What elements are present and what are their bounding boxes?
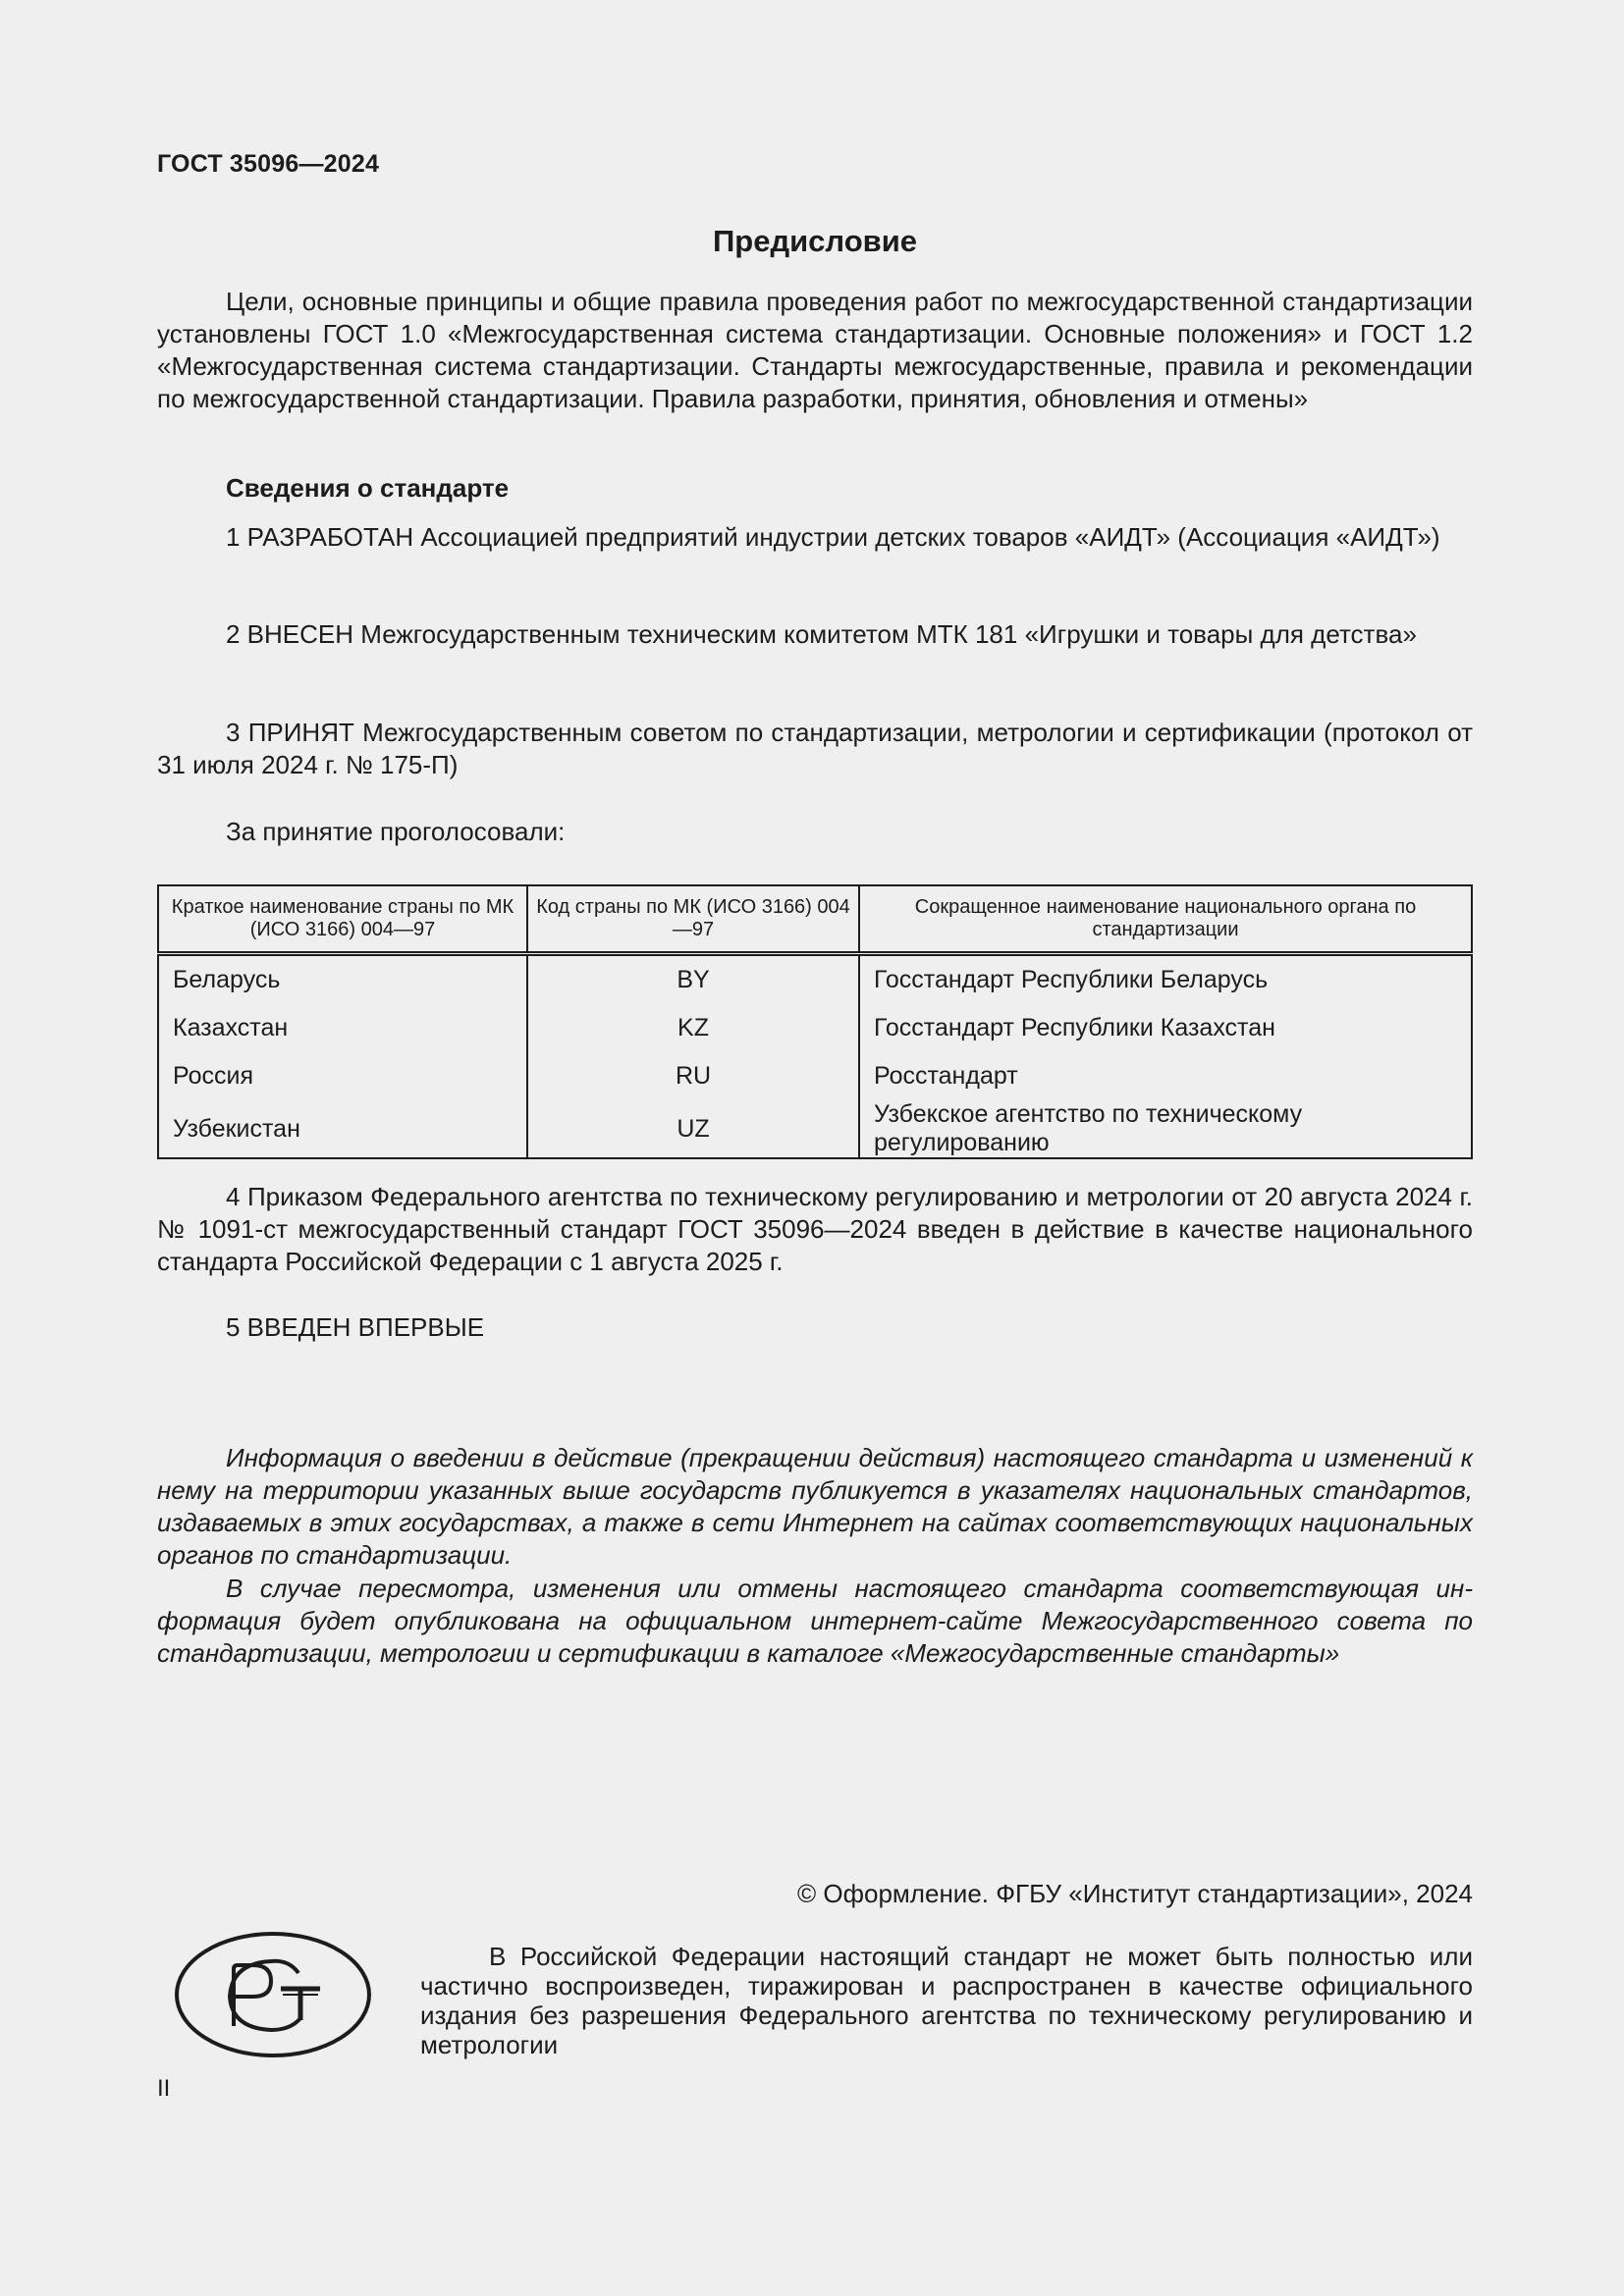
table-header-body: Сокращенное наименование национального органа по стандартизации: [859, 885, 1472, 954]
cell-code: BY: [527, 954, 859, 1005]
notice-paragraph-2: В случае пересмотра, изменения или отмены настоящего стандарта соответствующая информация будет опубликована на официальном интернет-сайте Межгосударственного совета по стандартизации, метрологии и сертификации в каталоге «Межгосударственные стандарты»: [157, 1574, 1473, 1668]
cell-body: Госстандарт Республики Казахстан: [859, 1004, 1472, 1052]
table-row: [158, 1004, 1472, 1052]
document-page: [157, 0, 1473, 2296]
cell-body: Росстандарт: [859, 1052, 1472, 1100]
document-code: ГОСТ 35096—2024: [157, 150, 380, 178]
table-header-country: Краткое наименование страны по МК (ИСО 3166) 004—97: [158, 885, 527, 954]
cell-country: Казахстан: [158, 1004, 527, 1052]
item-adopted: 3 ПРИНЯТ Межгосударственным советом по стандартизации, метрологии и сертификации (протокол от 31 июля 2024 г. № 175-П): [157, 718, 1473, 779]
table-header-code: Код страны по МК (ИСО 3166) 004—97: [527, 885, 859, 954]
copyright-line: © Оформление. ФГБУ «Институт стандартизации», 2024: [797, 1879, 1473, 1908]
table-row: [158, 954, 1472, 1005]
table-header-row: [158, 885, 1472, 954]
voting-table: [157, 884, 1473, 1159]
info-heading: Сведения о стандарте: [226, 473, 510, 503]
page-number: II: [157, 2075, 171, 2102]
intro-paragraph: Цели, основные принципы и общие правила проведения работ по межгосударственной стандартизации установлены ГОСТ 1.0 «Межгосударственная система стандартизации. Основные положения» и ГОСТ 1.2 «Межгосударственная система стандартизации. Стандарты межгосударственные, правила и рекомендации по межгосударственной стандартизации. Правила разработки, принятия, обновления и отмены»: [157, 287, 1473, 413]
voted-label: За принятие проголосовали:: [226, 817, 566, 846]
cell-code: UZ: [527, 1100, 859, 1158]
cell-country: Россия: [158, 1052, 527, 1100]
page-title: Предисловие: [712, 224, 917, 258]
item-developed: 1 РАЗРАБОТАН Ассоциацией предприятий индустрии детских товаров «АИДТ» (Ассоциация «АИДТ»): [226, 522, 1440, 552]
item-first-introduced: 5 ВВЕДЕН ВПЕРВЫЕ: [226, 1312, 485, 1342]
cell-country: Узбекистан: [158, 1100, 527, 1158]
table-row: [158, 1100, 1472, 1158]
table-row: [158, 1052, 1472, 1100]
rights-notice: В Российской Федерации настоящий стандарт не может быть полностью или частично воспроизведен, тиражирован и распространен в качестве официального издания без разрешения Федерального агентства по техническому регулированию и метрологии: [420, 1942, 1473, 2059]
cell-body: Госстандарт Республики Беларусь: [859, 954, 1472, 1005]
cell-code: KZ: [527, 1004, 859, 1052]
item-submitted: 2 ВНЕСЕН Межгосударственным техническим комитетом МТК 181 «Игрушки и товары для детства»: [226, 619, 1417, 649]
notice-paragraph-1: Информация о введении в действие (прекращении действия) настоящего стандарта и изменений к нему на территории указанных выше государств публикуется в указателях национальных стандартов, издаваемых в этих государствах, а также в сети Интернет на сайтах соответствующих национальных органов по стандартизации.: [157, 1443, 1473, 1570]
rst-certification-logo-icon: [173, 1930, 373, 2064]
cell-body: Узбекское агентство по техническому регулированию: [859, 1100, 1472, 1158]
item-enacted: 4 Приказом Федерального агентства по техническому регулированию и метрологии от 20 августа 2024 г. № 1091-ст межгосударственный стандарт ГОСТ 35096—2024 введен в действие в качестве национального стандарта Российской Федерации с 1 августа 2025 г.: [157, 1182, 1473, 1276]
cell-country: Беларусь: [158, 954, 527, 1005]
cell-code: RU: [527, 1052, 859, 1100]
